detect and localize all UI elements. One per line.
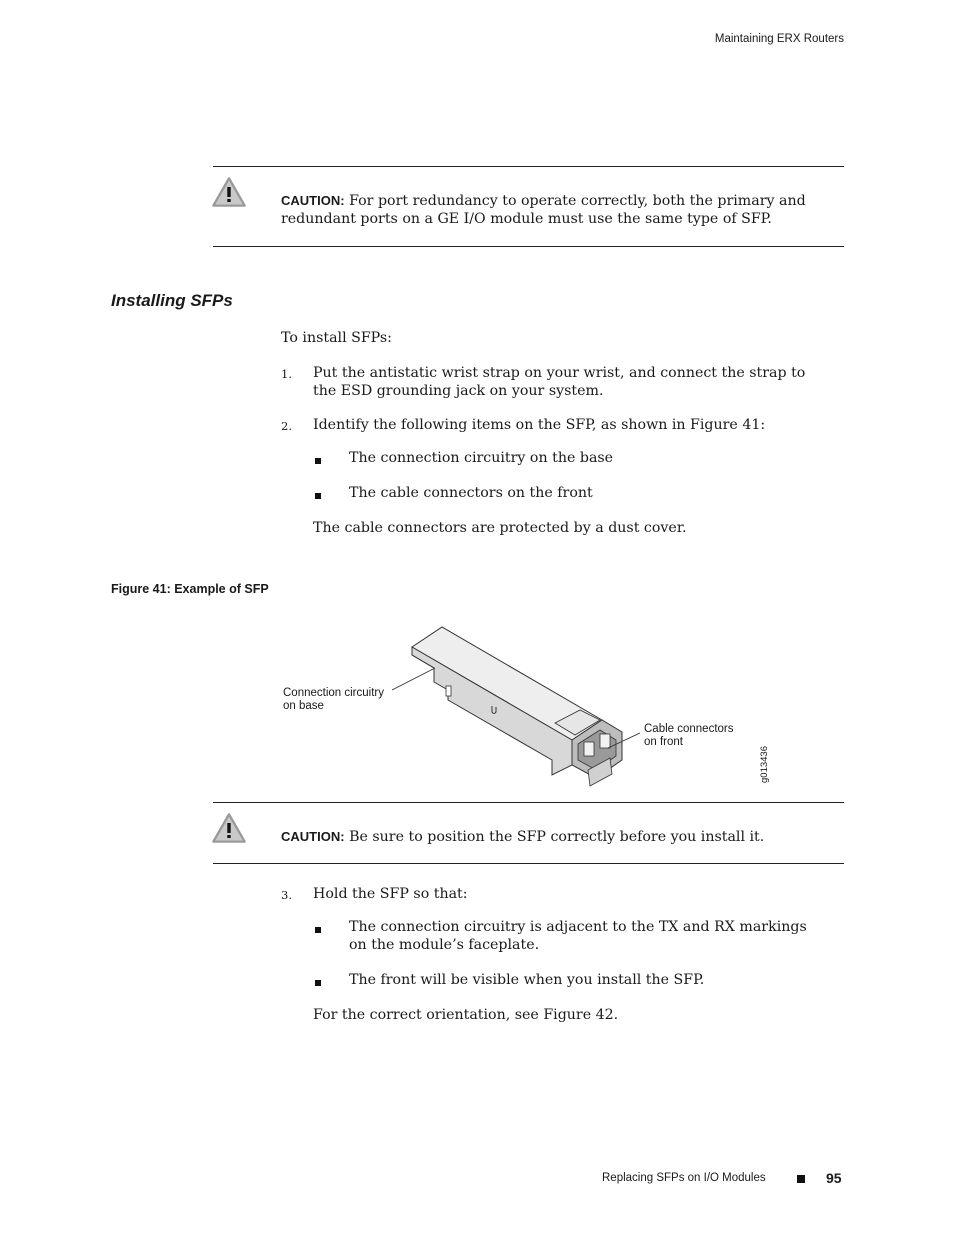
caution-rule-bottom xyxy=(213,863,844,864)
bullet-square xyxy=(315,493,321,499)
bullet-square xyxy=(315,458,321,464)
callout-line: on base xyxy=(283,699,324,712)
step-text: Hold the SFP so that: xyxy=(313,886,468,902)
callout-line: on front xyxy=(644,735,683,748)
page-number: 95 xyxy=(826,1170,842,1186)
step-note: The cable connectors are protected by a dust cover. xyxy=(313,520,687,536)
footer-separator-square xyxy=(797,1175,805,1183)
caution-text: For port redundancy to operate correctly, both the primary and redundant ports on a GE I/O module must use the same type of SFP. xyxy=(281,193,806,227)
step-number: 3. xyxy=(281,888,292,902)
figure-id: g013436 xyxy=(759,746,770,783)
callout-line: Connection circuitry xyxy=(283,687,384,699)
step-note: For the correct orientation, see Figure 42. xyxy=(313,1007,619,1023)
warning-triangle-icon xyxy=(212,177,246,207)
caution-rule-top xyxy=(213,166,844,167)
running-header: Maintaining ERX Routers xyxy=(714,33,844,45)
callout-connection-circuitry xyxy=(283,687,384,712)
sfp-module-illustration xyxy=(400,620,640,790)
caution-rule-bottom xyxy=(213,246,844,247)
running-footer: Replacing SFPs on I/O Modules xyxy=(602,1172,766,1184)
callout-leader-right xyxy=(600,728,650,758)
callout-cable-connectors xyxy=(644,723,734,748)
step-number: 2. xyxy=(281,419,292,433)
figure-caption: Figure 41: Example of SFP xyxy=(111,582,269,596)
caution-note-2 xyxy=(281,828,811,846)
procedure-intro: To install SFPs: xyxy=(281,330,392,346)
caution-rule-top xyxy=(213,802,844,803)
step-text: Identify the following items on the SFP, as shown in Figure 41: xyxy=(313,417,766,433)
caution-text: Be sure to position the SFP correctly before you install it. xyxy=(349,829,765,845)
caution-note-1 xyxy=(281,192,811,228)
step-number: 1. xyxy=(281,367,292,381)
list-item: The connection circuitry on the base xyxy=(349,450,614,466)
bullet-square xyxy=(315,927,321,933)
list-item: The connection circuitry is adjacent to the TX and RX markings on the module’s faceplate. xyxy=(349,919,807,953)
caution-label: CAUTION: xyxy=(281,829,345,844)
callout-leader-left xyxy=(390,660,450,700)
list-item: The cable connectors on the front xyxy=(349,485,593,501)
section-title: Installing SFPs xyxy=(111,291,233,310)
caution-label: CAUTION: xyxy=(281,193,345,208)
bullet-square xyxy=(315,980,321,986)
list-item: The front will be visible when you install the SFP. xyxy=(349,972,705,988)
step-text: Put the antistatic wrist strap on your wrist, and connect the strap to the ESD grounding jack on your system. xyxy=(313,365,806,399)
callout-line: Cable connectors xyxy=(644,723,734,735)
warning-triangle-icon xyxy=(212,813,246,843)
